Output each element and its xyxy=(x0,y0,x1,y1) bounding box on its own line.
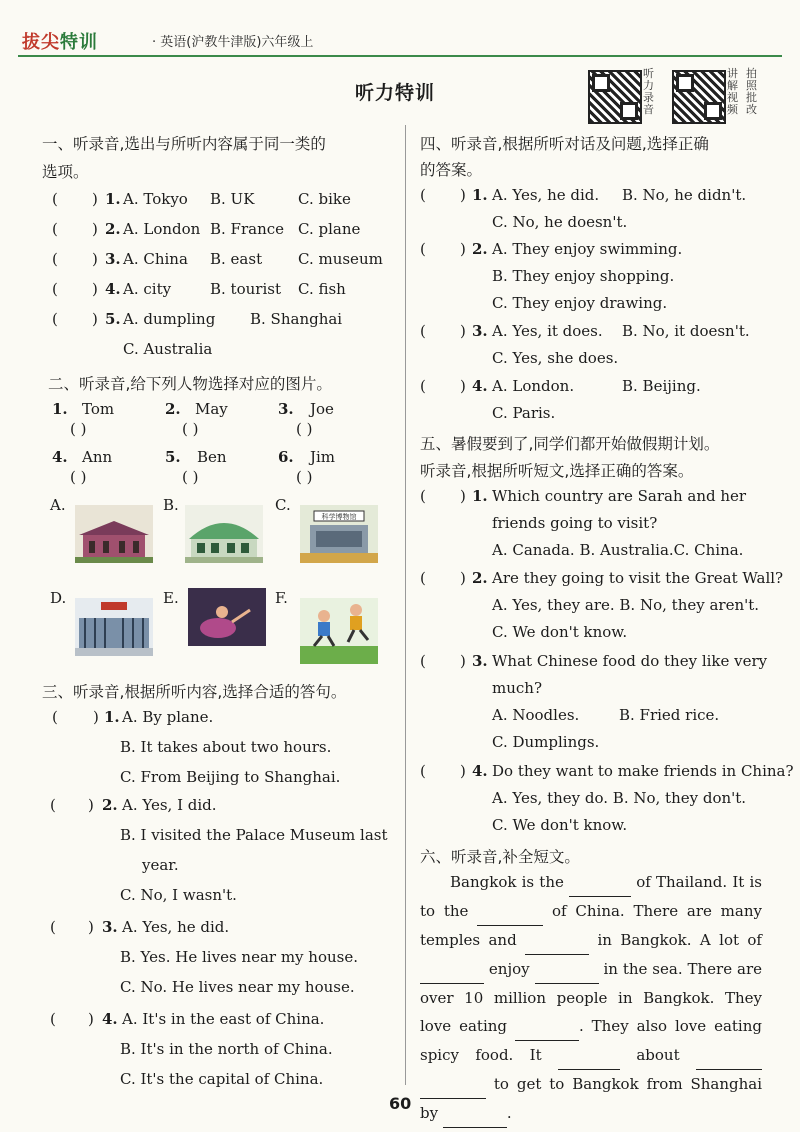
answer-paren[interactable]: ( ) xyxy=(70,468,87,486)
person-name: Tom xyxy=(82,400,115,418)
answer-paren-close: ) xyxy=(460,652,466,670)
answer-paren-open[interactable]: ( xyxy=(420,186,426,204)
option-c: C. No. He lives near my house. xyxy=(120,978,355,996)
person-name: Ben xyxy=(197,448,227,466)
section-1-title-line1: 一、听录音,选出与所听内容属于同一类的 xyxy=(42,135,326,153)
passage-text: . They also love eating spicy food. It xyxy=(420,1017,762,1064)
column-divider xyxy=(405,125,406,1085)
answer-paren[interactable]: ( ) xyxy=(296,420,313,438)
answer-paren-close: ) xyxy=(460,186,466,204)
passage-text: to get to Bangkok from Shanghai by xyxy=(420,1075,762,1122)
answer-paren[interactable]: ( ) xyxy=(296,468,313,486)
options-ab: A. Yes, they are. B. No, they aren't. xyxy=(492,596,760,614)
item-number: 4. xyxy=(472,377,488,395)
answer-paren-close: ) xyxy=(460,377,466,395)
pic-label-a: A. xyxy=(50,496,66,514)
picture-f-boys-playing[interactable] xyxy=(300,598,378,664)
passage-text: . xyxy=(506,1104,512,1122)
option-c: C. It's the capital of China. xyxy=(120,1070,324,1088)
answer-paren-open[interactable]: ( xyxy=(420,377,426,395)
blank-3[interactable] xyxy=(525,926,589,955)
option-a: A. Yes, I did. xyxy=(122,796,217,814)
blank-10[interactable] xyxy=(443,1099,507,1128)
option-a: A. It's in the east of China. xyxy=(122,1010,325,1028)
item-number: 1. xyxy=(105,190,121,208)
question-text-line1: What Chinese food do they like very xyxy=(492,652,768,670)
answer-paren-close: ) xyxy=(92,310,98,328)
option-c: C. No, I wasn't. xyxy=(120,886,237,904)
answer-paren-close: ) xyxy=(460,762,466,780)
answer-paren-open[interactable]: ( xyxy=(52,220,58,238)
item-number: 2. xyxy=(472,569,488,587)
option-b: B. Fried rice. xyxy=(619,706,720,724)
answer-paren-close: ) xyxy=(460,487,466,505)
brand-logo: 拔尖特训 xyxy=(22,32,98,53)
answer-paren-open[interactable]: ( xyxy=(420,240,426,258)
option-c: C. museum xyxy=(298,250,383,268)
option-a: A. Yes, he did. xyxy=(492,186,600,204)
section-6-title: 六、听录音,补全短文。 xyxy=(420,848,580,866)
answer-paren-close: ) xyxy=(92,280,98,298)
person-name: Joe xyxy=(310,400,334,418)
option-b: B. France xyxy=(210,220,285,238)
option-b: B. They enjoy shopping. xyxy=(492,267,675,285)
item-number: 2. xyxy=(472,240,488,258)
item-number: 4. xyxy=(105,280,121,298)
answer-paren-open[interactable]: ( xyxy=(52,250,58,268)
answer-paren-open[interactable]: ( xyxy=(420,322,426,340)
answer-paren-close: ) xyxy=(88,1010,94,1028)
answer-paren-close: ) xyxy=(460,569,466,587)
item-number: 1. xyxy=(472,487,488,505)
blank-2[interactable] xyxy=(477,897,543,926)
qr-code-listening[interactable] xyxy=(588,70,642,124)
option-c: C. plane xyxy=(298,220,361,238)
answer-paren-close: ) xyxy=(88,918,94,936)
qr-label-grading: 拍照批改 xyxy=(746,67,757,116)
page-title: 听力特训 xyxy=(355,82,436,104)
option-c: C. They enjoy drawing. xyxy=(492,294,668,312)
answer-paren-close: ) xyxy=(88,796,94,814)
item-number: 4. xyxy=(102,1010,118,1028)
page-number: 60 xyxy=(389,1094,412,1113)
picture-d-gate[interactable] xyxy=(75,598,153,656)
answer-paren-open[interactable]: ( xyxy=(50,796,56,814)
option-a: A. Yes, he did. xyxy=(122,918,230,936)
answer-paren-open[interactable]: ( xyxy=(420,569,426,587)
option-a: A. London xyxy=(123,220,201,238)
answer-paren[interactable]: ( ) xyxy=(182,468,199,486)
item-number: 2. xyxy=(102,796,118,814)
option-b-line2: year. xyxy=(142,856,179,874)
option-c: C. Dumplings. xyxy=(492,733,600,751)
person-name: Ann xyxy=(82,448,113,466)
answer-paren-close: ) xyxy=(93,708,99,726)
option-c: C. No, he doesn't. xyxy=(492,213,628,231)
option-a: A. They enjoy swimming. xyxy=(492,240,683,258)
option-a: A. Tokyo xyxy=(123,190,188,208)
option-a: A. London. xyxy=(492,377,575,395)
pic-label-f: F. xyxy=(275,589,288,607)
option-b: B. No, he didn't. xyxy=(622,186,747,204)
section-5-title-line2: 听录音,根据所听短文,选择正确的答案。 xyxy=(420,462,694,480)
item-number: 5. xyxy=(105,310,121,328)
picture-e-dancer[interactable] xyxy=(188,588,266,646)
option-a: A. China xyxy=(123,250,188,268)
answer-paren-close: ) xyxy=(460,240,466,258)
option-a: A. By plane. xyxy=(122,708,214,726)
option-a: A. Yes, it does. xyxy=(492,322,603,340)
pic-label-b: B. xyxy=(163,496,179,514)
passage-text: enjoy xyxy=(488,960,530,978)
section-3-title: 三、听录音,根据所听内容,选择合适的答句。 xyxy=(42,683,347,701)
qr-code-video[interactable] xyxy=(672,70,726,124)
item-number: 2. xyxy=(165,400,181,418)
option-a: A. Noodles. xyxy=(492,706,580,724)
question-text-line2: much? xyxy=(492,679,542,697)
item-number: 3. xyxy=(105,250,121,268)
option-b: B. Beijing. xyxy=(622,377,701,395)
blank-5[interactable] xyxy=(535,955,599,984)
option-c: C. Yes, she does. xyxy=(492,349,619,367)
section-1-title-line2: 选项。 xyxy=(42,163,89,181)
item-number: 2. xyxy=(105,220,121,238)
item-number: 3. xyxy=(472,652,488,670)
question-text: Are they going to visit the Great Wall? xyxy=(492,569,784,587)
answer-paren-open[interactable]: ( xyxy=(52,280,58,298)
answer-paren-open[interactable]: ( xyxy=(50,918,56,936)
item-number: 5. xyxy=(165,448,181,466)
passage-text: in the sea. There are over 10 million people in Bangkok. They love eating xyxy=(420,960,762,1035)
item-number: 4. xyxy=(52,448,68,466)
blank-6[interactable] xyxy=(515,1012,579,1041)
pic-label-d: D. xyxy=(50,589,67,607)
option-b: B. It's in the north of China. xyxy=(120,1040,333,1058)
item-number: 1. xyxy=(104,708,120,726)
option-c: C. Paris. xyxy=(492,404,556,422)
passage-text: of Thailand. It is to the xyxy=(420,873,762,920)
cloze-passage xyxy=(420,868,762,1128)
option-c: C. fish xyxy=(298,280,346,298)
option-b: B. No, it doesn't. xyxy=(622,322,750,340)
options-ab: A. Yes, they do. B. No, they don't. xyxy=(492,789,747,807)
item-number: 3. xyxy=(102,918,118,936)
answer-paren-open[interactable]: ( xyxy=(50,1010,56,1028)
section-4-title-line1: 四、听录音,根据所听对话及问题,选择正确 xyxy=(420,135,709,153)
option-c: C. bike xyxy=(298,190,351,208)
option-b: B. Yes. He lives near my house. xyxy=(120,948,358,966)
passage-text: Bangkok is the xyxy=(450,873,564,891)
option-b: B. tourist xyxy=(210,280,281,298)
answer-paren-open[interactable]: ( xyxy=(52,708,58,726)
option-c: C. We don't know. xyxy=(492,816,628,834)
answer-paren-open[interactable]: ( xyxy=(52,310,58,328)
option-b-line1: B. I visited the Palace Museum last xyxy=(120,826,388,844)
picture-b-building[interactable] xyxy=(185,505,263,563)
person-name: May xyxy=(195,400,228,418)
answer-paren-open[interactable]: ( xyxy=(420,652,426,670)
answer-paren[interactable]: ( ) xyxy=(182,420,199,438)
option-b: B. east xyxy=(210,250,263,268)
options-line: A. Canada. B. Australia.C. China. xyxy=(492,541,744,559)
passage-text: of China. There are many temples and xyxy=(420,902,762,949)
blank-9[interactable] xyxy=(420,1070,486,1099)
option-a: A. city xyxy=(123,280,172,298)
answer-paren-open[interactable]: ( xyxy=(420,487,426,505)
blank-8[interactable] xyxy=(696,1041,762,1070)
item-number: 1. xyxy=(52,400,68,418)
answer-paren[interactable]: ( ) xyxy=(70,420,87,438)
option-b: B. Shanghai xyxy=(250,310,343,328)
picture-a-palace[interactable] xyxy=(75,505,153,563)
section-4-title-line2: 的答案。 xyxy=(420,161,483,179)
section-5-title-line1: 五、暑假要到了,同学们都开始做假期计划。 xyxy=(420,435,720,453)
item-number: 4. xyxy=(472,762,488,780)
pic-label-e: E. xyxy=(163,589,179,607)
option-c: C. Australia xyxy=(123,340,213,358)
question-text-line2: friends going to visit? xyxy=(492,514,658,532)
answer-paren-close: ) xyxy=(92,190,98,208)
passage-text: about xyxy=(636,1046,680,1064)
qr-label-video: 讲解视频 xyxy=(727,67,738,116)
option-b: B. UK xyxy=(210,190,255,208)
answer-paren-close: ) xyxy=(92,220,98,238)
blank-4[interactable] xyxy=(420,955,484,984)
blank-7[interactable] xyxy=(558,1041,620,1070)
header-divider xyxy=(18,55,782,57)
answer-paren-close: ) xyxy=(460,322,466,340)
qr-label-listening: 听力录音 xyxy=(643,67,654,116)
book-subtitle: · 英语(沪教牛津版)六年级上 xyxy=(152,35,314,50)
picture-c-science-museum[interactable] xyxy=(300,505,378,563)
question-text: Do they want to make friends in China? xyxy=(492,762,794,780)
pic-label-c: C. xyxy=(275,496,291,514)
option-a: A. dumpling xyxy=(123,310,216,328)
science-museum-sign: 科学博物馆 xyxy=(321,513,357,521)
section-2-title: 二、听录音,给下列人物选择对应的图片。 xyxy=(48,375,332,393)
option-b: B. It takes about two hours. xyxy=(120,738,332,756)
question-text-line1: Which country are Sarah and her xyxy=(492,487,747,505)
item-number: 6. xyxy=(278,448,294,466)
passage-text: in Bangkok. A lot of xyxy=(597,931,762,949)
item-number: 1. xyxy=(472,186,488,204)
blank-1[interactable] xyxy=(569,868,631,897)
option-c: C. We don't know. xyxy=(492,623,628,641)
item-number: 3. xyxy=(472,322,488,340)
answer-paren-close: ) xyxy=(92,250,98,268)
answer-paren-open[interactable]: ( xyxy=(52,190,58,208)
option-c: C. From Beijing to Shanghai. xyxy=(120,768,341,786)
person-name: Jim xyxy=(310,448,336,466)
item-number: 3. xyxy=(278,400,294,418)
answer-paren-open[interactable]: ( xyxy=(420,762,426,780)
